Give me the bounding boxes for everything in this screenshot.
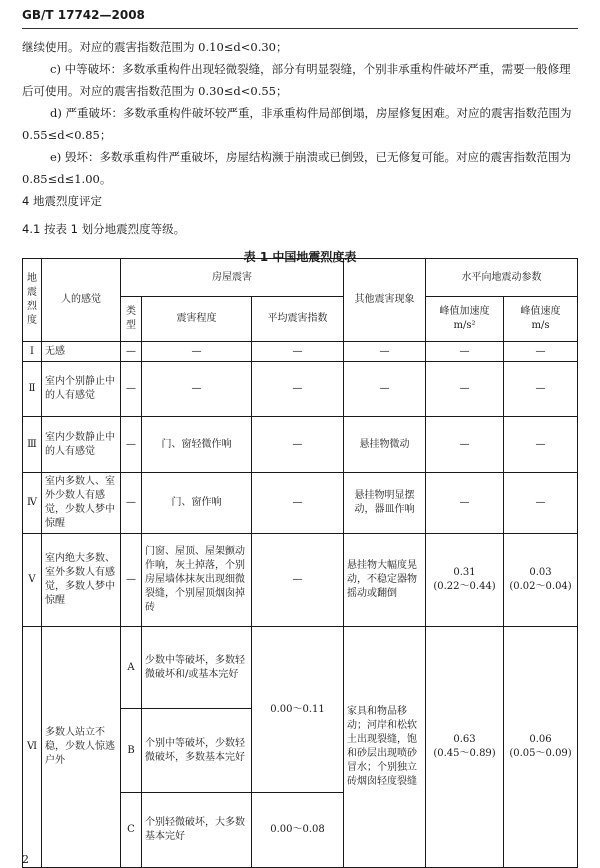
other-cell: 悬挂物微动	[344, 417, 426, 473]
velocity-value: 0.03	[529, 567, 552, 578]
index-cell: —	[252, 417, 344, 473]
document-header: GB/T 17742—2008	[22, 8, 145, 22]
damage-cell: —	[142, 362, 252, 417]
section-4-1-text: 4.1 按表 1 划分地震烈度等级。	[22, 222, 186, 236]
header-type: 类型	[121, 297, 142, 342]
index-cell: —	[252, 534, 344, 627]
paragraph-c: c) 中等破坏：多数承重构件出现轻微裂缝，部分有明显裂缝，个别非承重构件破坏严重，需要一般修理后可使用。对应的震害指数范围为 0.30≤d<0.55；	[22, 62, 571, 98]
page-number: 2	[22, 853, 29, 866]
type-cell: —	[121, 473, 142, 534]
damage-cell: 门、窗轻微作响	[142, 417, 252, 473]
acceleration-cell	[426, 534, 504, 627]
feeling-cell: 多数人站立不稳，少数人惊逃户外	[42, 627, 121, 868]
peak-velocity-label: 峰值速度	[520, 306, 561, 317]
velocity-range: (0.05～0.09)	[509, 748, 572, 759]
paragraph-e: e) 毁坏：多数承重构件严重破坏，房屋结构濒于崩溃或已倒毁，已无修复可能。对应的震害指数范围为 0.85≤d≤1.00。	[22, 150, 571, 186]
acceleration-cell: —	[426, 342, 504, 362]
header-other-damage: 其他震害现象	[344, 259, 426, 342]
index-cell: —	[252, 362, 344, 417]
paragraph-d: d) 严重破坏：多数承重构件破坏较严重，非承重构件局部倒塌，房屋修复困难。对应的震害指数范围为 0.55≤d<0.85；	[22, 106, 572, 142]
velocity-range: (0.02～0.04)	[509, 581, 572, 592]
acceleration-cell: —	[426, 362, 504, 417]
damage-cell: 个别轻微破坏，大多数基本完好	[142, 793, 252, 868]
acceleration-cell: —	[426, 417, 504, 473]
type-cell: —	[121, 534, 142, 627]
acceleration-range: (0.45～0.89)	[433, 748, 496, 759]
damage-cell: 少数中等破坏，多数轻微破坏和/或基本完好	[142, 627, 252, 709]
damage-cell: —	[142, 342, 252, 362]
acceleration-cell	[426, 627, 504, 868]
feeling-cell: 室内多数人、室外少数人有感觉，少数人梦中惊醒	[42, 473, 121, 534]
peak-acceleration-unit: m/s²	[453, 320, 476, 331]
intensity-cell: Ⅱ	[23, 362, 42, 417]
type-cell: B	[121, 709, 142, 793]
index-cell: —	[252, 473, 344, 534]
peak-velocity-unit: m/s	[531, 320, 550, 331]
paragraph-b-continuation: 继续使用。对应的震害指数范围为 0.10≤d<0.30；	[22, 40, 288, 54]
header-peak-acceleration	[426, 297, 504, 342]
header-damage-index: 平均震害指数	[252, 297, 344, 342]
table-row	[23, 627, 578, 709]
header-rule	[22, 28, 578, 29]
velocity-value: 0.06	[529, 734, 552, 745]
intensity-cell: Ⅰ	[23, 342, 42, 362]
intensity-cell: Ⅳ	[23, 473, 42, 534]
other-cell: 家具和物品移动；河岸和松软土出现裂缝，饱和砂层出现喷砂冒水；个别独立砖烟囱轻度裂缝	[344, 627, 426, 868]
other-cell: —	[344, 362, 426, 417]
feeling-cell: 无感	[42, 342, 121, 362]
table-row	[23, 534, 578, 627]
other-cell: —	[344, 342, 426, 362]
damage-cell: 个别中等破坏，少数轻微破坏，多数基本完好	[142, 709, 252, 793]
table-row	[23, 417, 578, 473]
velocity-cell	[504, 534, 578, 627]
velocity-cell	[504, 627, 578, 868]
index-cell: 0.00～0.11	[252, 627, 344, 793]
type-cell: —	[121, 342, 142, 362]
section-4-heading: 4 地震烈度评定	[22, 194, 102, 208]
feeling-cell: 室内少数静止中的人有感觉	[42, 417, 121, 473]
header-intensity: 地震烈度	[23, 259, 42, 342]
damage-cell: 门窗、屋顶、屋架颤动作响，灰土掉落，个别房屋墙体抹灰出现细微裂缝，个别屋顶烟囱掉砖	[142, 534, 252, 627]
header-ground-motion: 水平向地震动参数	[426, 259, 578, 297]
other-cell: 悬挂物大幅度晃动，不稳定器物摇动或翻倒	[344, 534, 426, 627]
velocity-cell: —	[504, 342, 578, 362]
intensity-table	[22, 258, 578, 868]
table-row	[23, 473, 578, 534]
intensity-cell: Ⅲ	[23, 417, 42, 473]
acceleration-cell: —	[426, 473, 504, 534]
header-peak-velocity	[504, 297, 578, 342]
type-cell: C	[121, 793, 142, 868]
acceleration-value: 0.63	[453, 734, 476, 745]
other-cell: 悬挂物明显摆动，器皿作响	[344, 473, 426, 534]
table-caption: 表 1 中国地震烈度表	[243, 250, 357, 264]
header-feeling: 人的感觉	[42, 259, 121, 342]
type-cell: —	[121, 417, 142, 473]
index-cell: 0.00～0.08	[252, 793, 344, 868]
acceleration-range: (0.22～0.44)	[433, 581, 496, 592]
intensity-cell: Ⅵ	[23, 627, 42, 868]
velocity-cell: —	[504, 473, 578, 534]
intensity-cell: Ⅴ	[23, 534, 42, 627]
type-cell: —	[121, 362, 142, 417]
velocity-cell: —	[504, 417, 578, 473]
index-cell: —	[252, 342, 344, 362]
feeling-cell: 室内绝大多数、室外多数人有感觉，多数人梦中惊醒	[42, 534, 121, 627]
header-damage-degree: 震害程度	[142, 297, 252, 342]
peak-acceleration-label: 峰值加速度	[439, 306, 490, 317]
table-row	[23, 342, 578, 362]
velocity-cell: —	[504, 362, 578, 417]
type-cell: A	[121, 627, 142, 709]
table-row	[23, 362, 578, 417]
damage-cell: 门、窗作响	[142, 473, 252, 534]
acceleration-value: 0.31	[453, 567, 476, 578]
header-house-damage: 房屋震害	[121, 259, 344, 297]
feeling-cell: 室内个别静止中的人有感觉	[42, 362, 121, 417]
